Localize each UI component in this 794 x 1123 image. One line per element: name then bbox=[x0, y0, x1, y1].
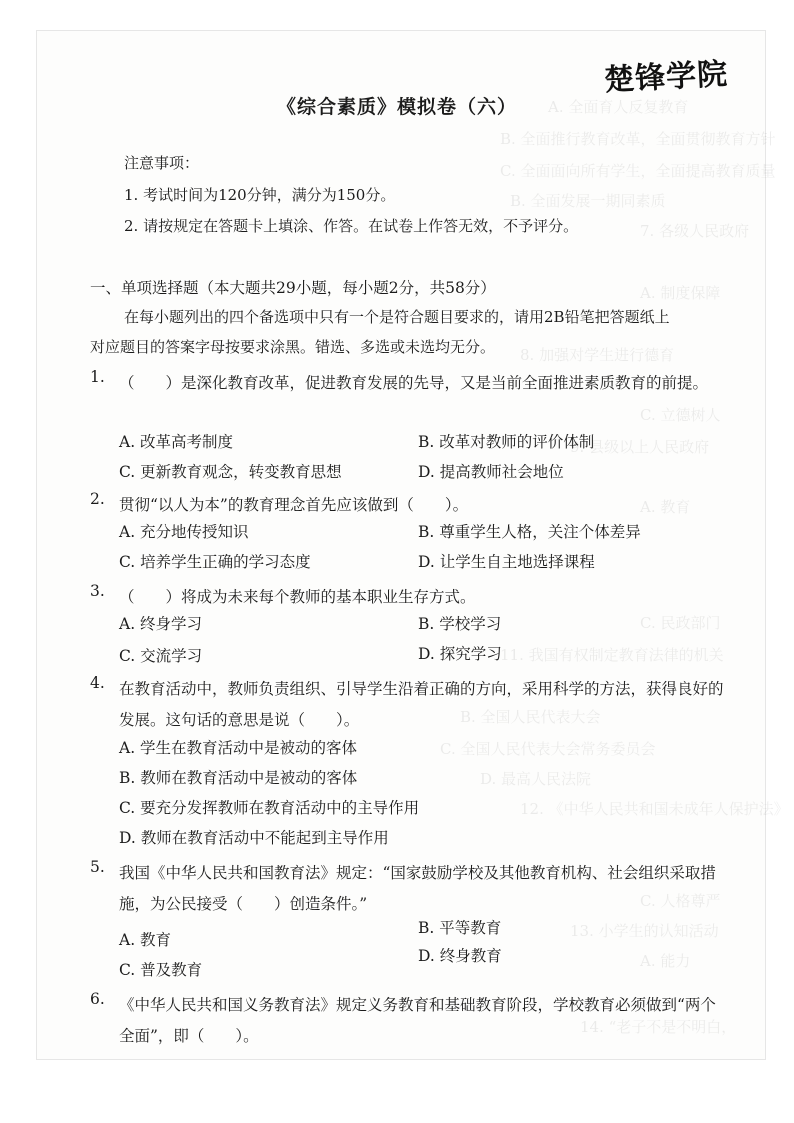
option-d[interactable]: D. 教师在教育活动中不能起到主导作用 bbox=[119, 829, 389, 847]
question-number: 2. bbox=[90, 490, 105, 508]
option-a[interactable]: A. 终身学习 bbox=[119, 615, 203, 633]
option-b[interactable]: B. 尊重学生人格，关注个体差异 bbox=[418, 523, 641, 541]
question-number: 4. bbox=[90, 674, 105, 692]
option-d[interactable]: D. 让学生自主地选择课程 bbox=[418, 553, 595, 571]
option-a[interactable]: A. 教育 bbox=[119, 931, 172, 949]
option-a[interactable]: A. 充分地传授知识 bbox=[119, 523, 249, 541]
notice-item: 2. 请按规定在答题卡上填涂、作答。在试卷上作答无效，不予评分。 bbox=[124, 217, 579, 235]
option-d[interactable]: D. 提高教师社会地位 bbox=[418, 463, 564, 481]
option-a[interactable]: A. 改革高考制度 bbox=[119, 433, 234, 451]
question-stem: 贯彻“以人为本”的教育理念首先应该做到（ ）。 bbox=[119, 496, 469, 514]
option-d[interactable]: D. 终身教育 bbox=[418, 947, 502, 965]
option-c[interactable]: C. 要充分发挥教师在教育活动中的主导作用 bbox=[119, 799, 420, 817]
question-number: 1. bbox=[90, 368, 105, 386]
option-c[interactable]: C. 普及教育 bbox=[119, 961, 203, 979]
option-c[interactable]: C. 交流学习 bbox=[119, 647, 203, 665]
question-stem: 《中华人民共和国义务教育法》规定义务教育和基础教育阶段，学校教育必须做到“两个全面”，即（ ）。 bbox=[119, 996, 716, 1045]
question-stem: （ ）将成为未来每个教师的基本职业生存方式。 bbox=[119, 588, 476, 606]
question-number: 6. bbox=[90, 990, 105, 1008]
option-c[interactable]: C. 更新教育观念，转变教育思想 bbox=[119, 463, 342, 481]
question-stem: （ ）是深化教育改革，促进教育发展的先导，又是当前全面推进素质教育的前提。 bbox=[119, 374, 709, 392]
question-number: 5. bbox=[90, 858, 105, 876]
question-stem: 我国《中华人民共和国教育法》规定：“国家鼓励学校及其他教育机构、社会组织采取措施，为公民接受（ ）创造条件。” bbox=[119, 864, 716, 913]
option-b[interactable]: B. 学校学习 bbox=[418, 615, 502, 633]
section-instruction-cont: 对应题目的答案字母按要求涂黑。错选、多选或未选均无分。 bbox=[90, 338, 496, 356]
handwritten-stamp: 楚锋学院 bbox=[603, 56, 730, 99]
option-d[interactable]: D. 探究学习 bbox=[418, 645, 502, 663]
notice-heading: 注意事项： bbox=[124, 154, 200, 172]
notice-item: 1. 考试时间为120分钟，满分为150分。 bbox=[124, 186, 396, 204]
section-instruction: 在每小题列出的四个备选项中只有一个是符合题目要求的，请用2B铅笔把答题纸上 bbox=[124, 308, 670, 326]
option-a[interactable]: A. 学生在教育活动中是被动的客体 bbox=[119, 739, 358, 757]
question-number: 3. bbox=[90, 582, 105, 600]
question-stem: 在教育活动中，教师负责组织、引导学生沿着正确的方向，采用科学的方法，获得良好的发展。这句话的意思是说（ ）。 bbox=[119, 680, 724, 729]
option-b[interactable]: B. 平等教育 bbox=[418, 919, 502, 937]
option-b[interactable]: B. 改革对教师的评价体制 bbox=[418, 433, 595, 451]
option-c[interactable]: C. 培养学生正确的学习态度 bbox=[119, 553, 311, 571]
page-title: 《综合素质》模拟卷（六） bbox=[276, 96, 517, 118]
option-b[interactable]: B. 教师在教育活动中是被动的客体 bbox=[119, 769, 358, 787]
section-heading: 一、单项选择题（本大题共29小题，每小题2分，共58分） bbox=[90, 279, 496, 297]
